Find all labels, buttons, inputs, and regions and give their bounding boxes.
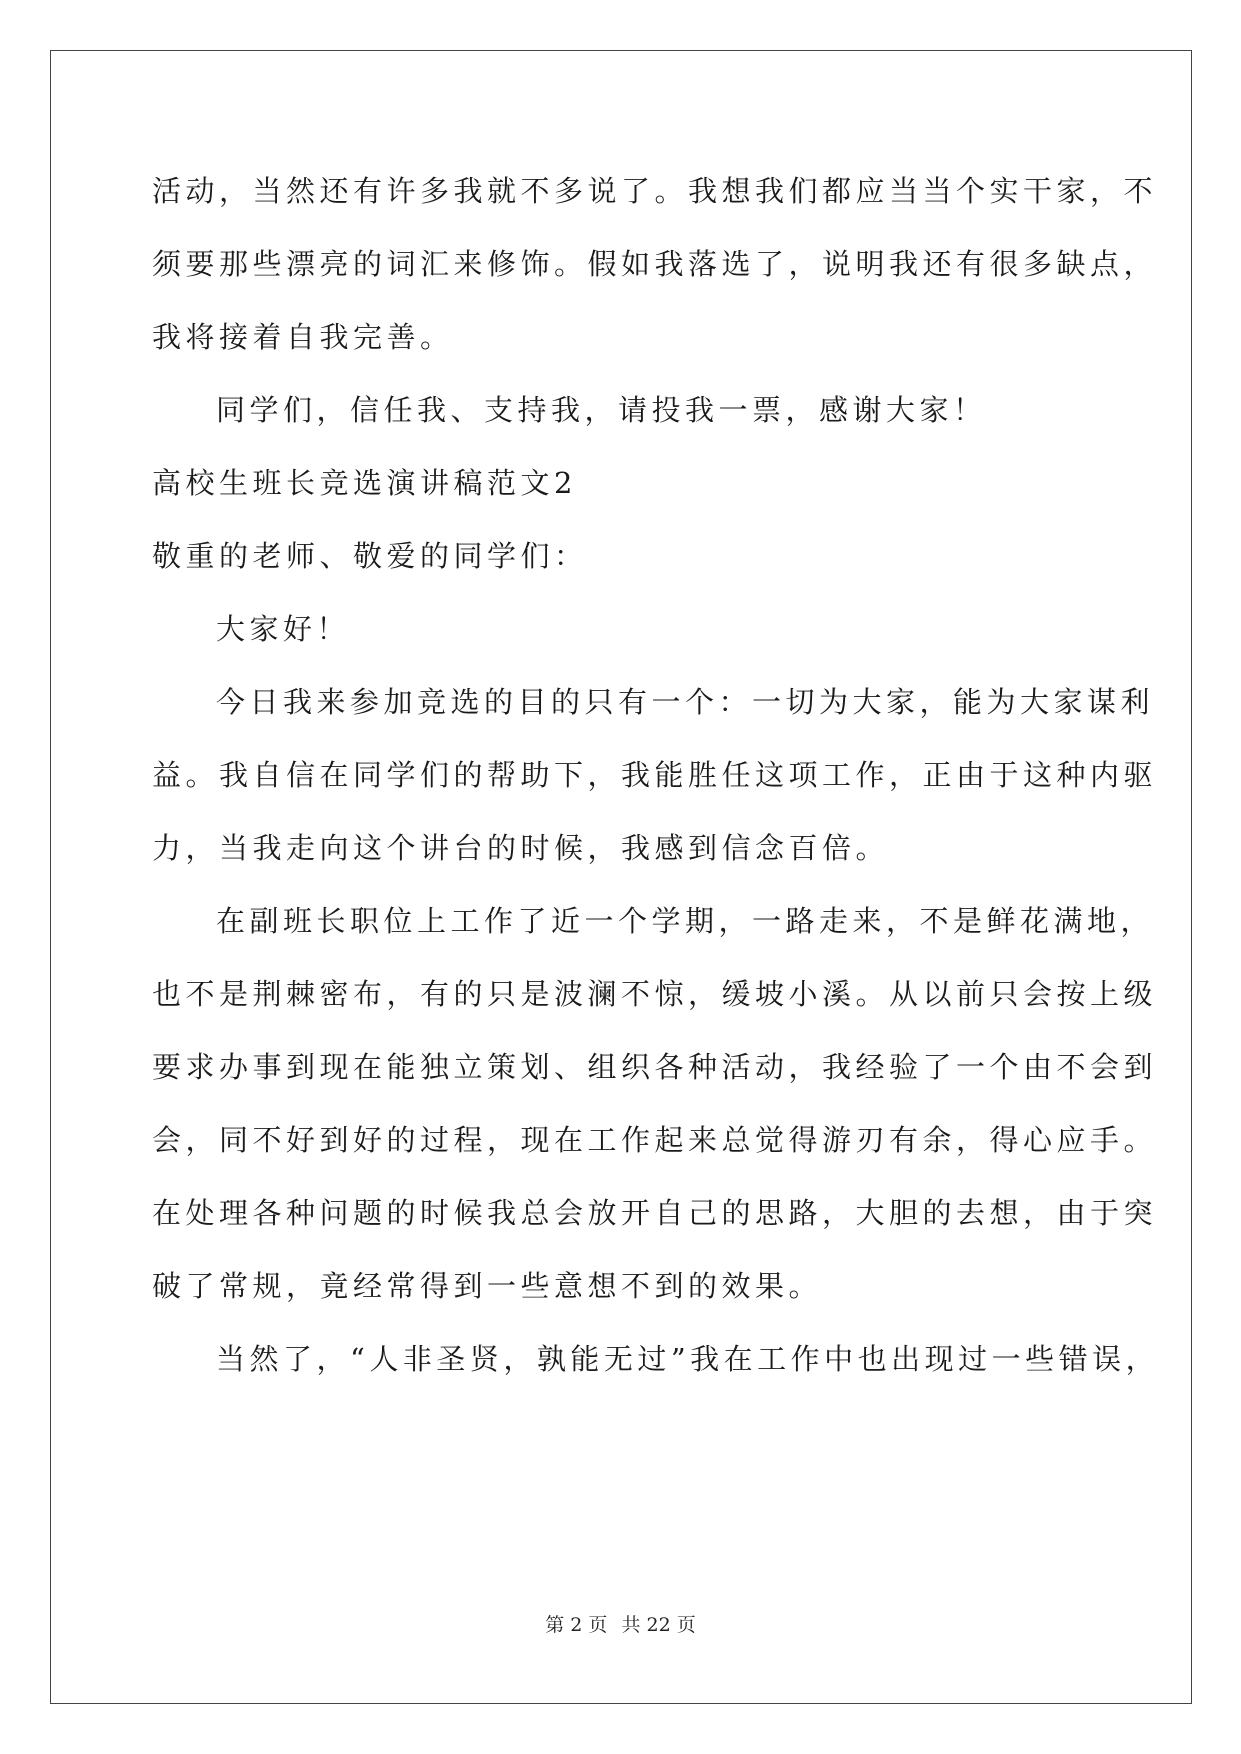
text-line: 益。我自信在同学们的帮助下，我能胜任这项工作，正由于这种内驱 [152,758,1158,792]
document-body [152,162,1160,1403]
text-line: 要求办事到现在能独立策划、组织各种活动，我经验了一个由不会到 [152,1050,1158,1084]
total-pages: 共 22 页 [621,1614,696,1636]
text-line: 须要那些漂亮的词汇来修饰。假如我落选了，说明我还有很多缺点， [152,247,1158,281]
section-heading: 高校生班长竞选演讲稿范文2 [152,466,577,500]
salutation: 敬重的老师、敬爱的同学们： [152,539,588,573]
page-footer [0,1610,1241,1637]
page-number: 第 2 页 [545,1614,608,1636]
text-line: 破了常规，竟经常得到一些意想不到的效果。 [152,1269,823,1303]
text-line: 当然了，“人非圣贤，孰能无过”我在工作中也出现过一些错误， [216,1342,1160,1376]
text-line: 同学们，信任我、支持我，请投我一票，感谢大家！ [216,393,987,427]
text-line: 会，同不好到好的过程，现在工作起来总觉得游刃有余，得心应手。 [152,1123,1158,1157]
text-line: 在副班长职位上工作了近一个学期，一路走来，不是鲜花满地， [216,904,1155,938]
text-line: 在处理各种问题的时候我总会放开自己的思路，大胆的去想，由于突 [152,1196,1158,1230]
text-line: 活动，当然还有许多我就不多说了。我想我们都应当当个实干家，不 [152,174,1158,208]
text-line: 力，当我走向这个讲台的时候，我感到信念百倍。 [152,831,890,865]
greeting: 大家好！ [216,612,351,646]
text-line: 也不是荆棘密布，有的只是波澜不惊，缓坡小溪。从以前只会按上级 [152,977,1158,1011]
text-line: 我将接着自我完善。 [152,320,454,354]
text-line: 今日我来参加竞选的目的只有一个：一切为大家，能为大家谋利 [216,685,1155,719]
